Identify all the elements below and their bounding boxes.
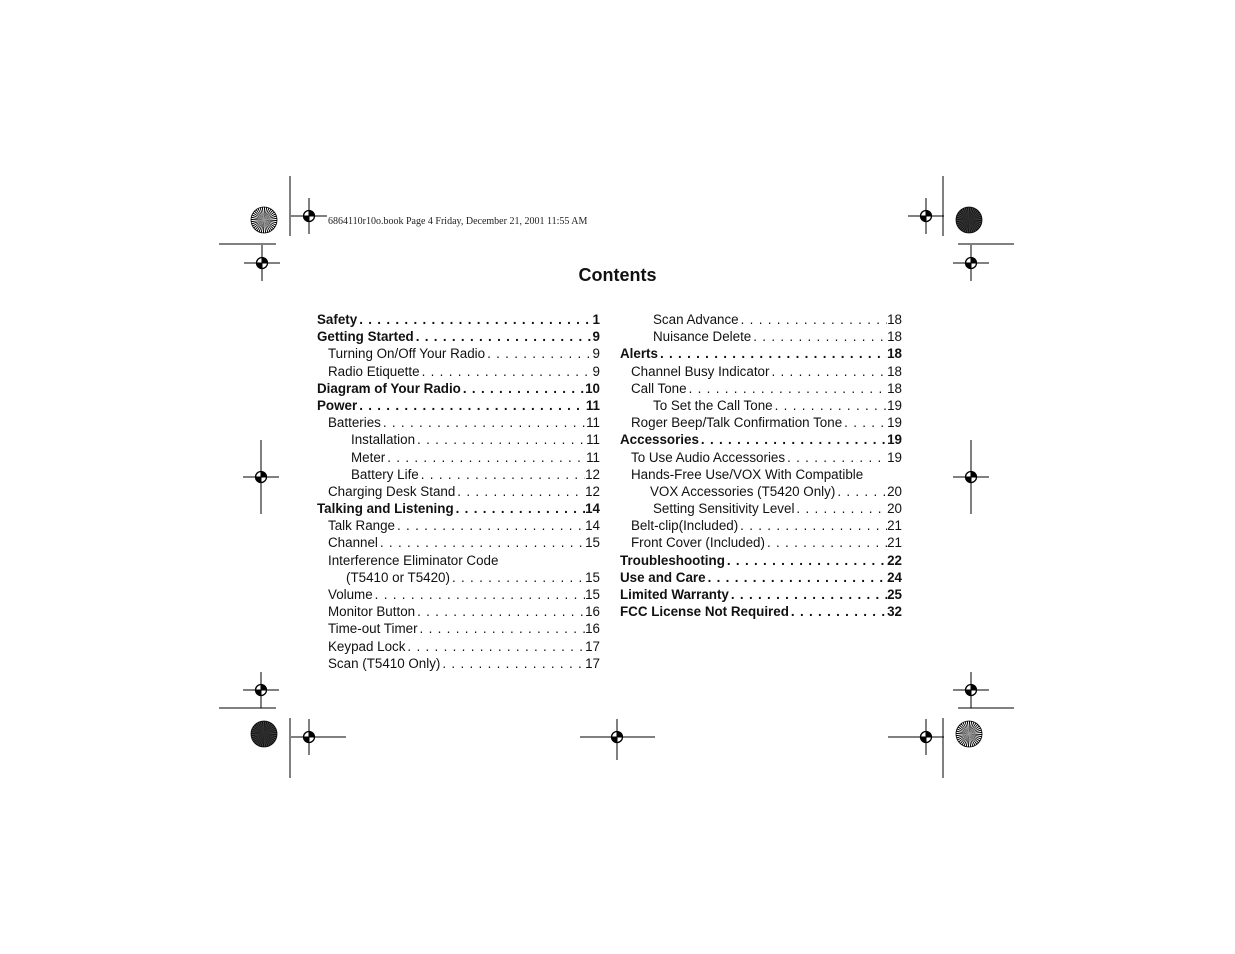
toc-entry-page: 15 [585, 535, 600, 551]
toc-entry-label: Alerts [620, 346, 658, 362]
toc-entry-label: Getting Started [317, 329, 414, 345]
toc-entry-page: 14 [585, 501, 600, 517]
toc-entry[interactable] [317, 329, 600, 346]
toc-entry[interactable] [620, 553, 902, 570]
toc-leader-dots [738, 518, 887, 533]
toc-entry-label: Belt-clip(Included) [631, 518, 739, 534]
toc-entry-page: 24 [887, 569, 902, 585]
toc-entry[interactable] [317, 639, 600, 656]
toc-entry-page: 18 [887, 329, 902, 345]
toc-leader-dots [455, 484, 585, 499]
toc-leader-dots [485, 346, 592, 361]
page-title: Contents [578, 265, 657, 285]
toc-entry-page: 18 [887, 346, 902, 362]
toc-entry-label: Installation [351, 432, 416, 448]
toc-entry-page: 18 [887, 380, 902, 396]
toc-leader-dots [699, 432, 887, 447]
toc-entry-page: 18 [887, 363, 902, 379]
toc-entry-page: 9 [592, 329, 600, 345]
toc-leader-dots [378, 535, 585, 550]
toc-entry-page: 16 [585, 604, 600, 620]
toc-entry-label: Use and Care [620, 569, 706, 585]
toc-leader-dots [414, 329, 593, 344]
toc-leader-dots [415, 432, 586, 447]
toc-entry[interactable] [620, 570, 902, 587]
toc-leader-dots [725, 553, 887, 568]
toc-entry-label: VOX Accessories (T5420 Only) [650, 483, 836, 499]
toc-entry-page: 21 [887, 535, 902, 551]
toc-entry[interactable] [620, 604, 902, 621]
toc-entry-page: 20 [887, 501, 902, 517]
toc-entry-label: Call Tone [631, 380, 687, 396]
toc-entry-page: 21 [887, 518, 902, 534]
toc-entry-label: Power [317, 397, 358, 413]
toc-entry-label: Talk Range [328, 518, 395, 534]
toc-entry-page: 19 [887, 449, 902, 465]
toc-entry-label: FCC License Not Required [620, 604, 789, 620]
toc-leader-dots [842, 415, 887, 430]
toc-entry-page: 19 [887, 397, 902, 413]
registration-crosshair-icon [599, 719, 635, 755]
toc-leader-dots [420, 364, 593, 379]
registration-crosshair-icon [291, 198, 327, 234]
toc-leader-dots [773, 398, 887, 413]
toc-column-right [620, 312, 902, 621]
toc-entry-page: 19 [887, 415, 902, 431]
toc-entry[interactable] [620, 535, 902, 552]
toc-entry-label: Interference Eliminator Code [328, 552, 499, 568]
registration-sunburst-icon [956, 721, 982, 747]
toc-entry-page: 17 [585, 655, 600, 671]
file-header-line: 6864110r10o.book Page 4 Friday, December 21, 2001 11:55 AM [328, 216, 588, 227]
toc-entry[interactable] [317, 484, 600, 501]
toc-entry[interactable] [620, 518, 902, 535]
toc-entry[interactable] [620, 450, 902, 467]
toc-entry-page: 20 [887, 483, 902, 499]
toc-entry-label: (T5410 or T5420) [346, 569, 450, 585]
toc-entry[interactable] [620, 432, 902, 449]
toc-entry[interactable] [620, 398, 902, 415]
toc-leader-dots [373, 587, 585, 602]
toc-entry-page: 9 [592, 363, 600, 379]
toc-entry-label: Meter [351, 449, 386, 465]
toc-entry-label: Monitor Button [328, 604, 416, 620]
toc-entry[interactable] [317, 501, 600, 518]
toc-entry-label: Volume [328, 587, 373, 602]
registration-crosshair-icon [243, 459, 279, 495]
toc-entry-label: Talking and Listening [317, 501, 454, 517]
registration-sunburst-icon [251, 207, 277, 233]
toc-entry-page: 32 [887, 604, 902, 620]
toc-entry-label: Radio Etiquette [328, 363, 420, 379]
toc-entry[interactable] [620, 364, 902, 381]
toc-entry-label: Hands-Free Use/VOX With Compatible [631, 466, 864, 482]
toc-leader-dots [785, 450, 887, 465]
toc-leader-dots [729, 587, 887, 602]
toc-leader-dots [450, 570, 585, 585]
toc-entry-page: 11 [586, 432, 600, 448]
toc-entry-page: 15 [585, 587, 600, 602]
toc-entry[interactable] [317, 553, 600, 570]
toc-entry[interactable] [317, 656, 600, 673]
toc-leader-dots [357, 312, 592, 327]
toc-entry[interactable] [620, 381, 902, 398]
toc-leader-dots [454, 501, 585, 516]
toc-leader-dots [789, 604, 887, 619]
toc-entry-label: Troubleshooting [620, 552, 725, 568]
toc-leader-dots [419, 467, 585, 482]
toc-entry[interactable] [317, 450, 600, 467]
registration-crosshair-icon [908, 198, 944, 234]
toc-entry[interactable] [317, 398, 600, 415]
toc-entry[interactable] [317, 432, 600, 449]
toc-entry-label: Turning On/Off Your Radio [328, 346, 486, 362]
toc-leader-dots [706, 570, 888, 585]
toc-leader-dots [440, 656, 585, 671]
toc-entry[interactable] [317, 381, 600, 398]
toc-entry-label: Accessories [620, 432, 699, 448]
toc-entry-page: 18 [887, 312, 902, 327]
toc-entry[interactable] [620, 484, 902, 501]
toc-entry-label: Limited Warranty [620, 587, 729, 602]
toc-entry-label: Keypad Lock [328, 638, 406, 654]
toc-leader-dots [751, 329, 887, 344]
toc-entry[interactable] [620, 467, 902, 484]
toc-entry[interactable] [620, 312, 902, 329]
toc-entry[interactable] [317, 587, 600, 604]
toc-entry[interactable] [317, 604, 600, 621]
toc-entry[interactable] [620, 329, 902, 346]
toc-entry-page: 17 [585, 638, 600, 654]
toc-entry-label: To Use Audio Accessories [631, 449, 786, 465]
toc-leader-dots [687, 381, 888, 396]
registration-crosshair-icon [953, 459, 989, 495]
toc-leader-dots [405, 639, 585, 654]
toc-entry-label: Scan Advance [653, 312, 739, 327]
toc-entry[interactable] [317, 346, 600, 363]
toc-entry[interactable] [317, 518, 600, 535]
registration-sunburst-icon [251, 721, 277, 747]
toc-entry-page: 1 [592, 312, 600, 327]
toc-entry[interactable] [317, 570, 600, 587]
toc-leader-dots [461, 381, 585, 396]
toc-entry[interactable] [620, 587, 902, 604]
toc-entry-label: Roger Beep/Talk Confirmation Tone [631, 415, 843, 431]
toc-entry[interactable] [317, 535, 600, 552]
toc-entry[interactable] [317, 364, 600, 381]
toc-leader-dots [395, 518, 585, 533]
toc-leader-dots [415, 604, 585, 619]
registration-crosshair-icon [291, 719, 327, 755]
toc-leader-dots [357, 398, 586, 413]
toc-entry-label: Channel Busy Indicator [631, 363, 770, 379]
toc-leader-dots [658, 346, 887, 361]
toc-entry-label: Time-out Timer [328, 621, 418, 637]
toc-entry-page: 19 [887, 432, 902, 448]
toc-entry-label: Setting Sensitivity Level [653, 501, 795, 517]
toc-entry-page: 11 [586, 415, 600, 431]
toc-entry[interactable] [317, 621, 600, 638]
toc-entry-label: Charging Desk Stand [328, 483, 456, 499]
registration-crosshair-icon [243, 672, 279, 708]
toc-entry[interactable] [620, 501, 902, 518]
toc-leader-dots [418, 621, 586, 636]
toc-entry-page: 11 [585, 397, 600, 413]
toc-entry[interactable] [317, 467, 600, 484]
toc-leader-dots [769, 364, 887, 379]
toc-entry-label: To Set the Call Tone [653, 397, 773, 413]
toc-leader-dots [794, 501, 887, 516]
toc-entry-page: 25 [887, 587, 902, 602]
toc-entry[interactable] [317, 312, 600, 329]
registration-crosshair-icon [953, 672, 989, 708]
toc-entry-label: Front Cover (Included) [631, 535, 765, 551]
toc-entry-page: 16 [585, 621, 600, 637]
toc-entry-page: 12 [585, 483, 600, 499]
toc-entry-label: Batteries [328, 415, 381, 431]
toc-entry[interactable] [620, 346, 902, 363]
toc-leader-dots [739, 312, 887, 327]
toc-leader-dots [765, 535, 887, 550]
toc-entry-label: Nuisance Delete [653, 329, 752, 345]
toc-leader-dots [381, 415, 586, 430]
toc-entry-label: Diagram of Your Radio [317, 380, 461, 396]
toc-entry-page: 22 [887, 552, 902, 568]
toc-column-left [317, 312, 600, 673]
toc-entry-label: Scan (T5410 Only) [328, 655, 441, 671]
toc-entry[interactable] [620, 415, 902, 432]
toc-entry-page: 9 [592, 346, 600, 362]
toc-entry-page: 11 [586, 449, 600, 465]
registration-sunburst-icon [956, 207, 982, 233]
toc-entry-label: Battery Life [351, 466, 419, 482]
toc-entry-page: 10 [585, 380, 600, 396]
toc-entry-label: Channel [328, 535, 378, 551]
toc-entry[interactable] [317, 415, 600, 432]
toc-leader-dots [385, 450, 586, 465]
registration-crosshair-icon [908, 719, 944, 755]
toc-leader-dots [835, 484, 887, 499]
toc-entry-page: 14 [585, 518, 600, 534]
toc-entry-page: 12 [585, 466, 600, 482]
toc-entry-page: 15 [585, 569, 600, 585]
toc-entry-label: Safety [317, 312, 358, 327]
